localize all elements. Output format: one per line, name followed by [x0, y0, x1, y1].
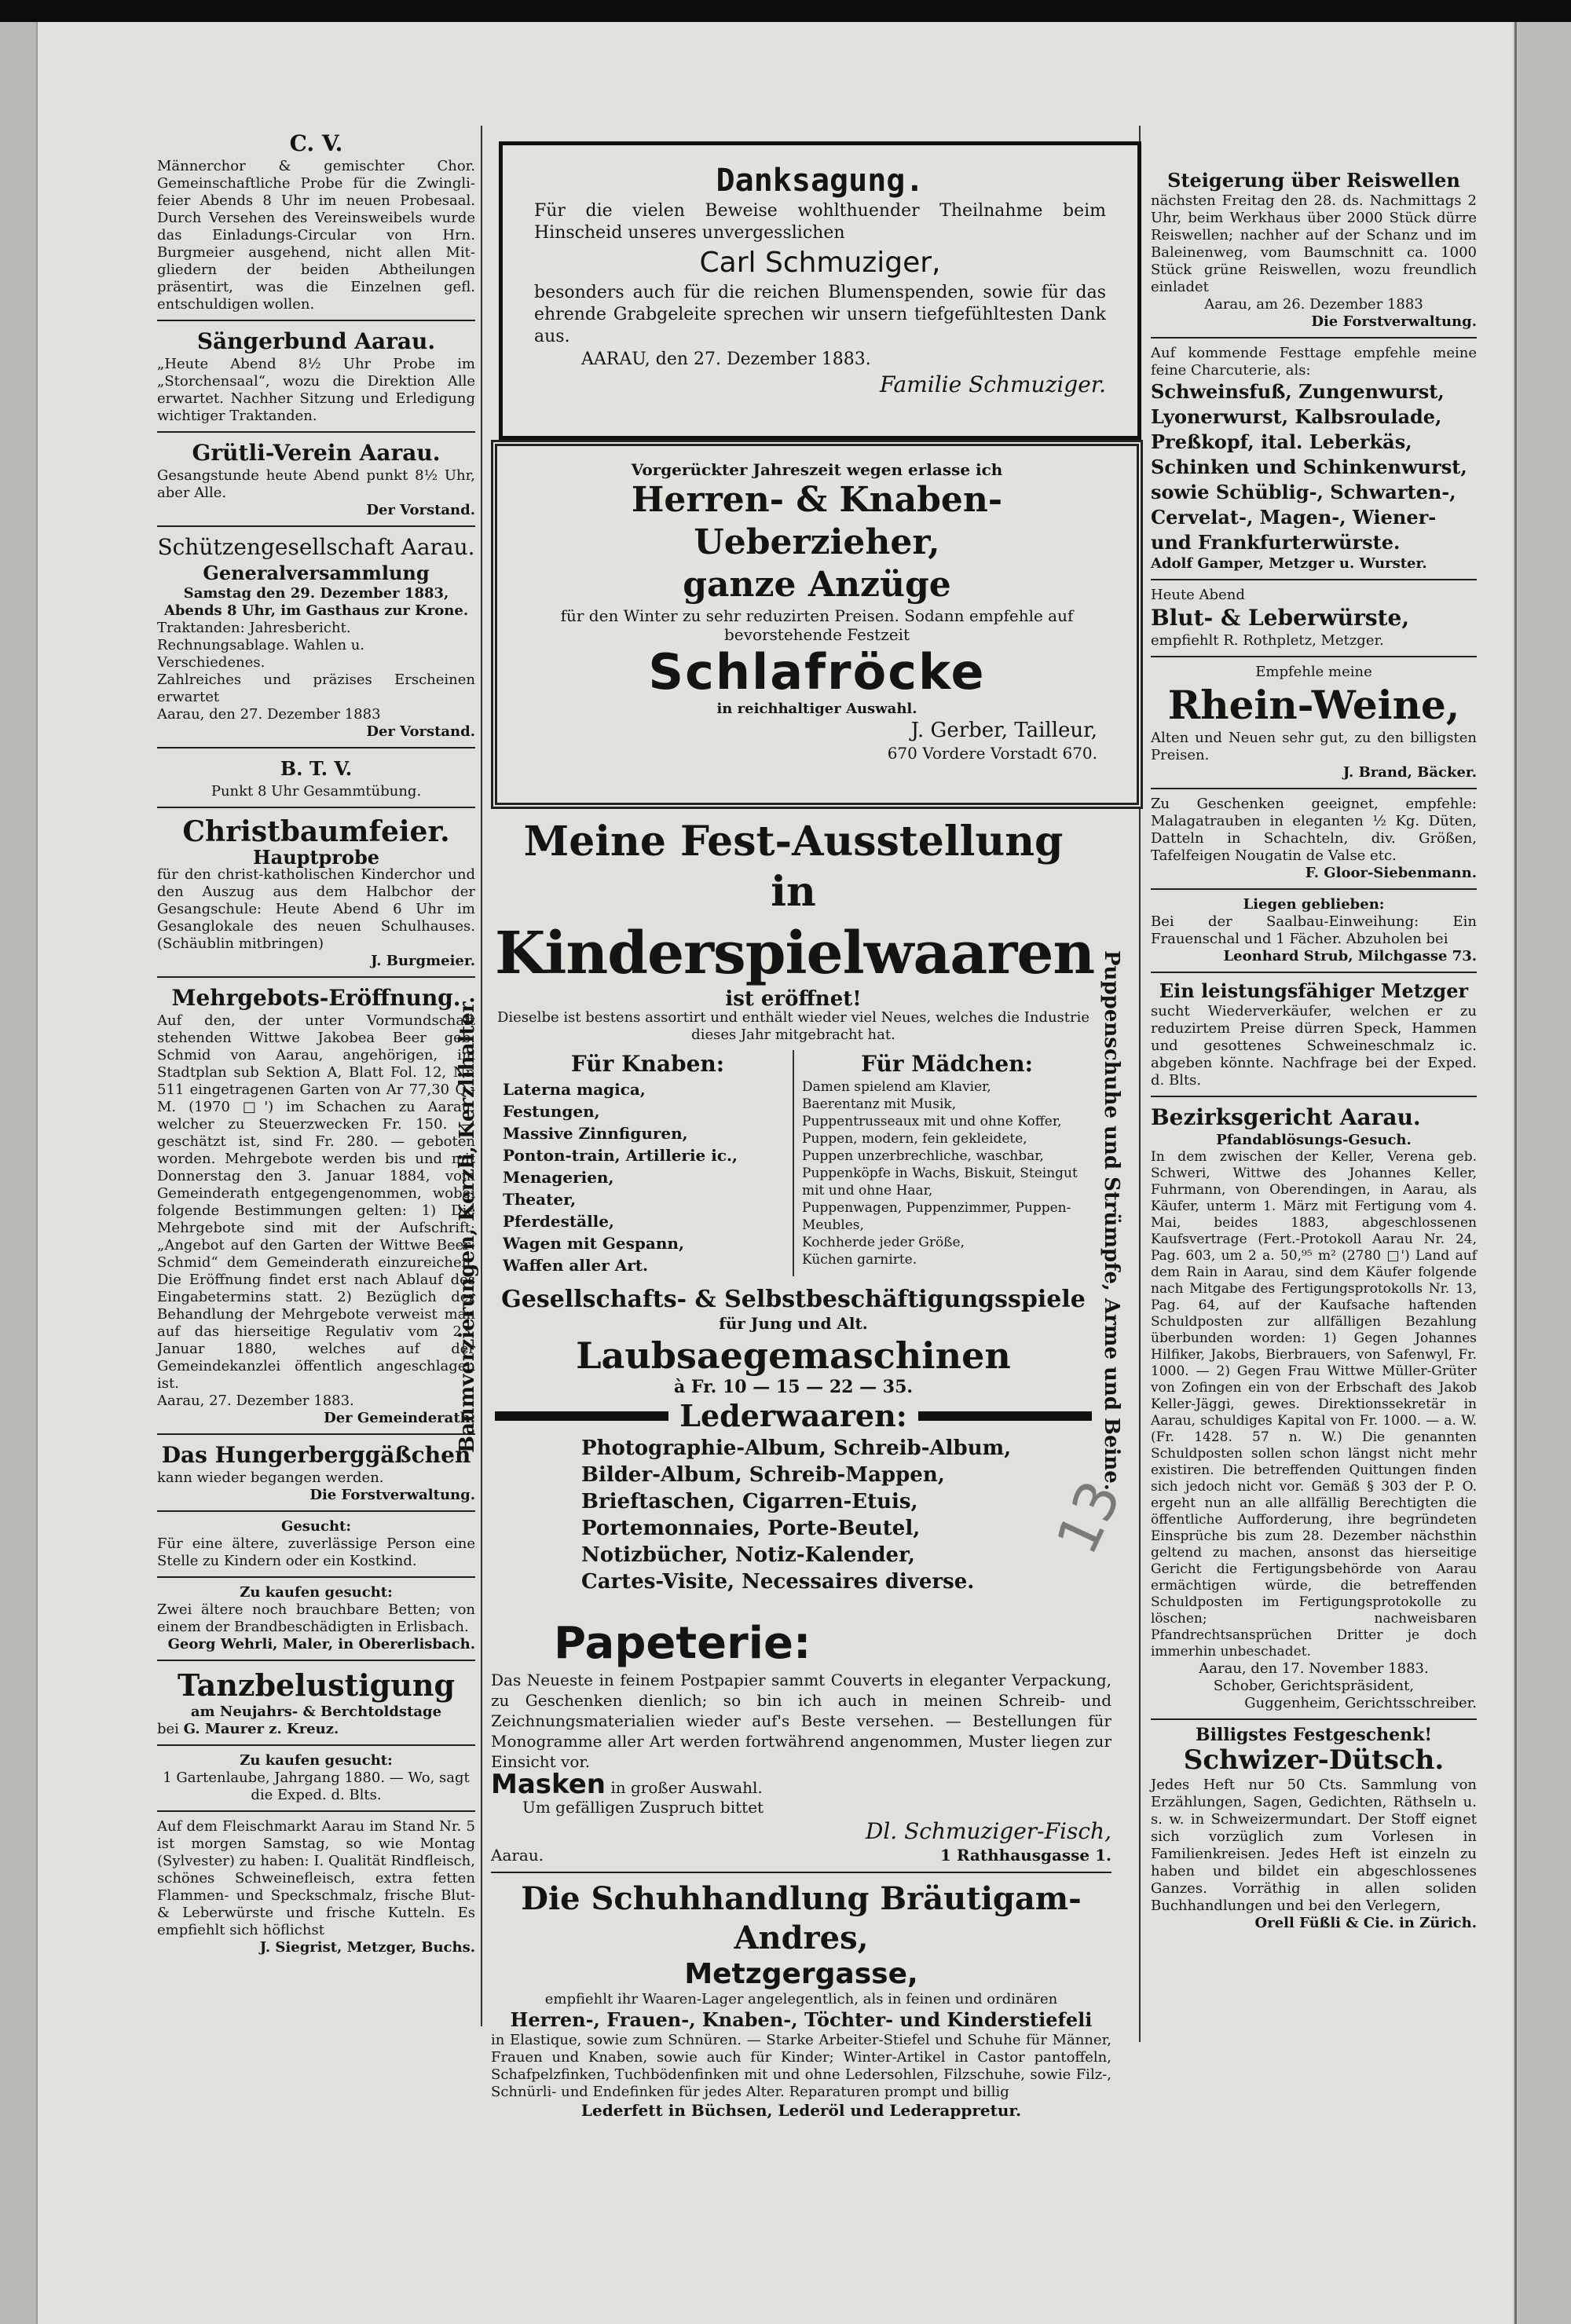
divider [157, 747, 475, 748]
papeterie-ad [491, 1618, 1111, 2121]
kaufen-heading-2: Zu kaufen gesucht: [240, 1752, 393, 1769]
gerber-signature: J. Gerber, Tailleur, [910, 719, 1097, 742]
mehrgebot-heading: Mehrgebots-Eröffnung. [171, 985, 461, 1011]
list-item: Puppen unzerbrechliche, waschbar, [802, 1148, 1044, 1164]
list-item: Menagerien, [503, 1168, 614, 1187]
fest-text: Dieselbe ist bestens assortirt und enthält wieder viel Neues, welches die Industrie dieses Jahr mitgebracht hat. [496, 1009, 1090, 1043]
schuetzen-heading: Schützengesellschaft Aarau. [157, 534, 475, 560]
list-item: Ponton-train, Artillerie ic., [503, 1146, 738, 1165]
schuh-text-1: empfiehlt ihr Waaren-Lager angelegentlich, als in feinen und ordinären [544, 1991, 1058, 2007]
list-item: Waffen aller Art. [503, 1256, 648, 1275]
kaufen-signature-1: Georg Wehrli, Maler, in Obererlisbach. [167, 1636, 475, 1652]
rhein-intro: Empfehle meine [1255, 664, 1372, 680]
gerber-heading-2: ganze Anzüge [683, 565, 951, 605]
cv-heading: C. V. [289, 130, 343, 156]
steigerung-signature: Die Forstverwaltung. [1311, 313, 1477, 330]
schuh-subheading: Metzgergasse, [684, 1958, 918, 1990]
christbaum-subheading: Hauptprobe [252, 846, 380, 869]
list-item: Cartes-Visite, Necessaires diverse. [581, 1570, 975, 1594]
btv-notice: Punkt 8 Uhr Gesammtübung. [211, 783, 422, 800]
fest-big-title: Kinderspielwaaren [495, 920, 1095, 987]
divider [157, 1510, 475, 1512]
christbaum-signature: J. Burgmeier. [371, 953, 475, 969]
fest-open: ist eröffnet! [725, 987, 862, 1011]
tanz-subheading: am Neujahrs- & Berchtoldstage [190, 1704, 442, 1720]
gerber-heading-3: Schlafröcke [648, 643, 986, 701]
saengerbund-heading: Sängerbund Aarau. [196, 328, 436, 354]
gerber-address: 670 Vordere Vorstadt 670. [887, 744, 1097, 763]
divider [157, 1433, 475, 1435]
gesucht-notice: Für eine ältere, zuverlässige Person eine Stelle zu Kindern oder ein Kostkind. [157, 1535, 475, 1569]
divider [1151, 972, 1477, 973]
blut-heading: Blut- & Leberwürste, [1151, 605, 1410, 631]
list-item: Photographie-Album, Schreib-Album, [581, 1436, 1012, 1460]
fest-ausstellung-ad [495, 817, 1095, 1595]
list-item: Portemonnaies, Porte-Beutel, [581, 1517, 921, 1540]
kaufen-notice-2: 1 Gartenlaube, Jahrgang 1880. — Wo, sagt die Exped. d. Blts. [163, 1770, 470, 1803]
list-item: Brieftaschen, Cigarren-Etuis, [581, 1490, 918, 1513]
gamper-list: Schweinsfuß, Zungenwurst, Lyonerwurst, Kalbsroulade, Preßkopf, ital. Leberkäs, Schinken und Schinkenwurst, sowie Schüblig-, Schwarten-, Cervelat-, Magen-, Wiener- und Frankfurterwürste. [1151, 380, 1467, 554]
hungerberg-heading: Das Hungerberggäßchen [161, 1442, 471, 1468]
schuetzen-subheading: Generalversammlung [203, 562, 430, 584]
masken-text: in großer Auswahl. [610, 1778, 763, 1797]
divider [491, 1872, 1111, 1873]
bezirk-text: In dem zwischen der Keller, Verena geb. Schweri, Wittwe des Johannes Keller, Fuhrmann, von Oberendingen, in Aarau, als Käufer, unterm 1. März mit Fertigung vom 4. Mai, beides 1883, abgeschlossenen Kaufsvertrage (Fert.-Protokoll Aarau Nr. 24, Pag. 603, um 2 a. 50,⁹⁵ m² (2780 □') Land auf dem Rain in Aarau, sind dem Käufer folgende nach Mitgabe des Fertigungsprotokolls Nr. 13, Pag. 64, auf der Kaufsache haftenden Schuldposten zur allfälligen Bezahlung überbunden worden: 1) Gegen Johannes Hilfiker, Jakobs, Bierbrauers, von Safenwyl, Fr. 1000. — 2) Gegen Frau Wittwe Müller-Grüter von Zofingen ein von der Erbschaft des Jakob Keller-Jäggi, gewes. Direktionssekretär in Aarau, schuldiges Kapital von Fr. 1000. — a. W. (Fr. 1428. 57 n. W.) Die genannten Schuldposten sollen schon längst nicht mehr existiren. Die betreffenden Quittungen finden sich jedoch nicht vor. Gemäß § 303 der P. O. ergeht nun an alle allfällig Berechtigten die öffentliche Aufforderung, ihre begründeten Einsprüche bis zum 28. Dezember nächsthin geltend zu machen, ansonst das hierseitige Gericht die Fertigungsbehörde von Aarau ermächtigen würde, die betreffenden Schuldposten im Fertigungsprotokolle zu löschen; nachweisbaren Pfandrechtsansprüchen Dritter je doch immerhin unbeschadet. [1151, 1149, 1477, 1660]
list-item: Damen spielend am Klavier, [802, 1079, 991, 1095]
masken-heading: Masken [491, 1769, 606, 1800]
schuh-heading: Die Schuhhandlung Bräutigam-Andres, [521, 1880, 1082, 1956]
handwritten-margin-note: 13 [1043, 1470, 1134, 1565]
gamper-signature: Adolf Gamper, Metzger u. Wurster. [1151, 555, 1427, 572]
vertical-text-right: Puppenschuhe und Strümpfe, Arme und Beine. [1100, 950, 1123, 1491]
tanz-heading: Tanzbelustigung [177, 1667, 456, 1703]
btv-heading: B. T. V. [280, 757, 353, 780]
steigerung-text: nächsten Freitag den 28. ds. Nachmittags 2 Uhr, beim Werkhaus über 2000 Stück dürre Reiswellen; nachher auf der Schanz und im Baleinenweg, vom Baumschnitt ca. 1000 Stück grüne Reiswellen, wozu freundlich einladet [1151, 192, 1477, 295]
bezirk-signature-2: Guggenheim, Gerichtsschreiber. [1244, 1695, 1477, 1711]
list-item: Küchen garnirte. [802, 1252, 917, 1268]
schuetzen-place: Aarau, den 27. Dezember 1883 [157, 706, 381, 723]
divider [157, 976, 475, 978]
list-item: Laterna magica, [503, 1080, 646, 1099]
scan-right-edge [1514, 22, 1571, 2324]
mehrgebot-signature: Der Gemeinderath. [324, 1410, 475, 1426]
rhein-text: Alten und Neuen sehr gut, zu den billigsten Preisen. [1151, 730, 1477, 763]
danksagung-text-2: besonders auch für die reichen Blumenspenden, sowie für das ehrende Grabgeleite sprechen wir unsern tiefgefühltesten Dank aus. [534, 283, 1106, 346]
decorative-bar [495, 1411, 668, 1421]
papeterie-heading: Papeterie: [554, 1618, 811, 1669]
leder-items [495, 1435, 1092, 1595]
gamper-intro: Auf kommende Festtage empfehle meine feine Charcuterie, als: [1151, 345, 1477, 379]
divider [1151, 1096, 1477, 1097]
liegen-heading: Liegen geblieben: [1243, 896, 1385, 913]
tanz-bei: bei [157, 1721, 179, 1737]
divider [1151, 888, 1477, 890]
gerber-heading-1: Herren- & Knaben-Ueberzieher, [631, 480, 1003, 562]
gerber-subline: für den Winter zu sehr reduzirten Preisen. Sodann empfehle auf bevorstehende Festzeit [560, 606, 1074, 644]
divider [157, 1744, 475, 1746]
right-column [1151, 169, 1477, 1932]
divider [1151, 788, 1477, 789]
papeterie-text: Das Neueste in feinem Postpapier sammt Couverts in eleganter Verpackung, zu Geschenken dienlich; so bin ich auch in meinen Schreib- und Zeichnungsmaterialien wieder auf's Beste versehen. — Bestellungen für Monogramme aller Art werden fortwährend angenommen, Muster liegen zur Einsicht vor. [491, 1671, 1111, 1771]
schuetzen-date: Samstag den 29. Dezember 1883, Abends 8 Uhr, im Gasthaus zur Krone. [163, 585, 469, 619]
toy-lists [495, 1050, 1092, 1276]
cv-notice: Männerchor & gemischter Chor. Gemeinschaftliche Probe für die Zwingli-feier Abends 8 Uhr im neuen Probesaal. Durch Versehen des Vereinsweibels wurde das Einladungs-Circular von Hrn. Burgmeier ausgehend, nicht allen Mit-gliedern der beiden Abtheilungen präsentirt, was die Einzelnen gefl. entschuldigen wollen. [157, 158, 475, 313]
bezirk-place: Aarau, den 17. November 1883. [1199, 1660, 1429, 1677]
divider [1151, 579, 1477, 580]
blut-intro: Heute Abend [1151, 587, 1245, 603]
saengerbund-notice: „Heute Abend 8½ Uhr Probe im „Storchensaal“, wozu die Direktion Alle erwartet. Nachher Sitzung und Erledigung wichtiger Traktanden. [157, 356, 475, 424]
left-column [157, 130, 475, 1956]
laubsaege-price: à Fr. 10 — 15 — 22 — 35. [673, 1377, 914, 1397]
danksagung-heading: Danksagung. [716, 163, 925, 199]
blut-signature: empfiehlt R. Rothpletz, Metzger. [1151, 632, 1384, 649]
column-rule-left [481, 126, 482, 2026]
danksagung-signature: Familie Schmuziger. [880, 371, 1106, 397]
billig-heading: Billigstes Festgeschenk! [1195, 1725, 1432, 1745]
fest-heading: Meine Fest-Ausstellung in [523, 818, 1064, 916]
liegen-signature: Leonhard Strub, Milchgasse 73. [1223, 948, 1477, 964]
list-item: Wagen mit Gespann, [503, 1234, 684, 1253]
rhein-heading: Rhein-Weine, [1167, 682, 1460, 728]
christbaum-heading: Christbaumfeier. [182, 815, 450, 848]
knaben-items [503, 1078, 793, 1276]
divider [157, 1810, 475, 1812]
masken-line [491, 1769, 1111, 1800]
list-item: Bilder-Album, Schreib-Mappen, [581, 1463, 945, 1487]
metzger-text: sucht Wiederverkäufer, welchen er zu reduzirtem Preise dürren Speck, Hammen und gesottenes Schweineschmalz ic. abgeben könnte. Nachfrage bei der Exped. d. Blts. [1151, 1003, 1477, 1089]
divider [157, 1660, 475, 1661]
gerber-ad-box [491, 440, 1143, 809]
decorative-bar [918, 1411, 1092, 1421]
list-item: Kochherde jeder Größe, [802, 1235, 965, 1250]
hungerberg-signature: Die Forstverwaltung. [309, 1487, 475, 1503]
gerber-subline-2: in reichhaltiger Auswahl. [716, 701, 917, 717]
liegen-text: Bei der Saalbau-Einweihung: Ein Frauenschal und 1 Fächer. Abzuholen bei [1151, 913, 1477, 947]
list-item: Puppentrusseaux mit und ohne Koffer, [802, 1114, 1062, 1129]
maedchen-heading: Für Mädchen: [861, 1051, 1033, 1077]
laubsaege-heading: Laubsaegemaschinen [576, 1334, 1011, 1377]
schuetzen-traktanden: Traktanden: Jahresbericht. Rechnungsablage. Wahlen u. Verschiedenes. [157, 620, 365, 671]
danksagung-box [499, 141, 1141, 440]
divider [157, 1576, 475, 1578]
list-item: Puppen, modern, fein gekleidete, [802, 1131, 1027, 1147]
steigerung-heading: Steigerung über Reiswellen [1167, 169, 1460, 192]
divider [157, 320, 475, 321]
scan-left-edge [0, 22, 38, 2324]
divider [1151, 1718, 1477, 1720]
rhein-signature: J. Brand, Bäcker. [1342, 764, 1477, 781]
zuspruch-text: Um gefälligen Zuspruch bittet [522, 1798, 764, 1817]
gruetli-notice: Gesangstunde heute Abend punkt 8½ Uhr, aber Alle. [157, 467, 475, 501]
fisch-signature: Dl. Schmuziger-Fisch, [865, 1818, 1111, 1844]
schuh-text-3: in Elastique, sowie zum Schnüren. — Starke Arbeiter-Stiefel und Schuhe für Männer, Frauen und Knaben, sowie auch für Kinder; Winter-Artikel in Castor pantoffeln, Schafpelzfinken, Tuchbödenfinken mit und ohne Ledersohlen, Filzschuhe, sowie Filz-, Schnürli- und Endefinken für jedes Alter. Reparaturen prompt und billig [491, 2032, 1111, 2100]
gruetli-heading: Grütli-Verein Aarau. [192, 440, 441, 466]
gesellschaft-heading: Gesellschafts- & Selbstbeschäftigungsspiele [501, 1286, 1086, 1313]
tanz-signature: G. Maurer z. Kreuz. [183, 1721, 339, 1737]
fisch-place: Aarau. [491, 1846, 544, 1865]
bezirk-subheading: Pfandablösungs-Gesuch. [1216, 1132, 1412, 1148]
list-item: Massive Zinnfiguren, [503, 1124, 688, 1143]
scan-top-border [0, 0, 1571, 22]
fisch-address-row [491, 1846, 1111, 1865]
gerber-intro: Vorgerückter Jahreszeit wegen erlasse ich [631, 460, 1003, 479]
steigerung-place: Aarau, am 26. Dezember 1883 [1204, 296, 1423, 313]
schuh-text-4: Lederfett in Büchsen, Lederöl und Lederappretur. [580, 2101, 1022, 2120]
knaben-heading: Für Knaben: [570, 1051, 725, 1077]
gloor-signature: F. Gloor-Siebenmann. [1305, 865, 1477, 881]
bezirk-heading: Bezirksgericht Aarau. [1151, 1104, 1421, 1130]
list-item: Notizbücher, Notiz-Kalender, [581, 1543, 915, 1567]
fleisch-notice: Auf dem Fleischmarkt Aarau im Stand Nr. 5 ist morgen Samstag, so wie Montag (Sylvester) zu haben: I. Qualität Rindfleisch, schönes Schweinefleisch, extra fetten Flammen- und Speckschmalz, frische Blut- & Leberwürste und frische Kutteln. Es empfiehlt sich höflichst [157, 1818, 475, 1938]
metzger-heading: Ein leistungsfähiger Metzger [1159, 979, 1469, 1002]
fisch-address: 1 Rathhausgasse 1. [939, 1846, 1111, 1865]
schuh-text-2: Herren-, Frauen-, Knaben-, Töchter- und Kinderstiefeli [510, 2008, 1093, 2031]
danksagung-name: Carl Schmuziger, [699, 247, 941, 279]
divider [157, 431, 475, 433]
schwizer-heading: Schwizer-Dütsch. [1183, 1744, 1445, 1776]
schuetzen-signature: Der Vorstand. [366, 723, 475, 740]
mehrgebot-place: Aarau, 27. Dezember 1883. [157, 1393, 354, 1409]
list-item: Festungen, [503, 1102, 600, 1121]
divider [157, 525, 475, 527]
divider [1151, 656, 1477, 657]
hungerberg-notice: kann wieder begangen werden. [157, 1469, 384, 1486]
leder-heading: Lederwaaren: [679, 1398, 907, 1433]
schwizer-signature: Orell Füßli & Cie. in Zürich. [1254, 1915, 1477, 1931]
christbaum-notice: für den christ-katholischen Kinderchor und den Auszug aus dem Halbchor der Gesangschule: Heute Abend 6 Uhr im Gesanglokale des neuen Schulhauses. (Schäublin mitbringen) [157, 866, 475, 952]
schwizer-text: Jedes Heft nur 50 Cts. Sammlung von Erzählungen, Sagen, Gedichten, Räthseln u. s. w. in Schweizermundart. Der Stoff eignet sich vorzüglich zum Vorlesen in Familienkreisen. Jedes Heft ist einzeln zu haben und bildet ein abgeschlossenes Ganzes. Vorräthig in allen soliden Buchhandlungen und bei den Verlegern, [1151, 1777, 1477, 1914]
gloor-text: Zu Geschenken geeignet, empfehle: Malagatrauben in eleganten ½ Kg. Düten, Datteln in Schachteln, div. Größen, Tafelfeigen Nougatin de Valse etc. [1151, 796, 1477, 864]
vertical-text-left: Baumverzierungen, Kerzli, Kerzlihalter. [456, 996, 479, 1453]
list-item: Theater, [503, 1190, 577, 1209]
kaufen-heading-1: Zu kaufen gesucht: [240, 1584, 393, 1601]
gruetli-signature: Der Vorstand. [366, 502, 475, 518]
list-item: Baerentanz mit Musik, [802, 1096, 957, 1112]
leder-heading-row [495, 1398, 1092, 1433]
list-item: Pferdeställe, [503, 1212, 614, 1231]
kaufen-notice-1: Zwei ältere noch brauchbare Betten; von einem der Brandbeschädigten in Erlisbach. [157, 1601, 475, 1635]
danksagung-place: AARAU, den 27. Dezember 1883. [581, 350, 871, 369]
list-item: Puppenköpfe in Wachs, Biskuit, Steingut mit und ohne Haar, [802, 1166, 1078, 1199]
danksagung-text-1: Für die vielen Beweise wohlthuender Theilnahme beim Hinscheid unseres unvergesslichen [534, 201, 1106, 243]
schuetzen-notice: Zahlreiches und präzises Erscheinen erwartet [157, 672, 475, 705]
maedchen-items [802, 1078, 1092, 1268]
gesucht-heading: Gesucht: [280, 1518, 352, 1535]
list-item: Puppenwagen, Puppenzimmer, Puppen-Meubles, [802, 1200, 1071, 1233]
maedchen-list [793, 1050, 1092, 1276]
divider [1151, 337, 1477, 339]
knaben-list [495, 1050, 793, 1276]
bezirk-signature-1: Schober, Gerichtspräsident, [1213, 1678, 1415, 1694]
divider [157, 807, 475, 808]
fleisch-signature: J. Siegrist, Metzger, Buchs. [259, 1939, 475, 1956]
mehrgebot-notice: Auf den, der unter Vormundschaft stehenden Wittwe Jakobea Beer geb. Schmid von Aarau, angehörigen, im Stadtplan sub Sektion A, Blatt Fol. 12, Nr. 511 eingetragenen Garten von Ar 77,30 Q.-M. (1970 □') im Schachen zu Aarau, welcher zu Steuerzwecken Fr. 150. — geschätzt ist, sind Fr. 280. — geboten worden. Mehrgebote werden bis und mit Donnerstag den 3. Januar 1884, vom Gemeinderath entgegengenommen, wobei folgende Bestimmungen gelten: 1) Die Mehrgebote sind mit der Aufschrift: „Angebot auf den Garten der Wittwe Beer-Schmid“ dem Gemeinderath einzureichen. Die Eröffnung findet erst nach Ablauf des Eingabetermins statt. 2) Bezüglich der Behandlung der Mehrgebote verweist man auf das hierseitige Regulativ vom 23. Januar 1880, welches auf der Gemeindekanzlei öffentlich angeschlagen ist. [157, 1012, 475, 1392]
gesellschaft-sub: für Jung und Alt. [719, 1314, 868, 1333]
tanz-line [157, 1721, 475, 1738]
